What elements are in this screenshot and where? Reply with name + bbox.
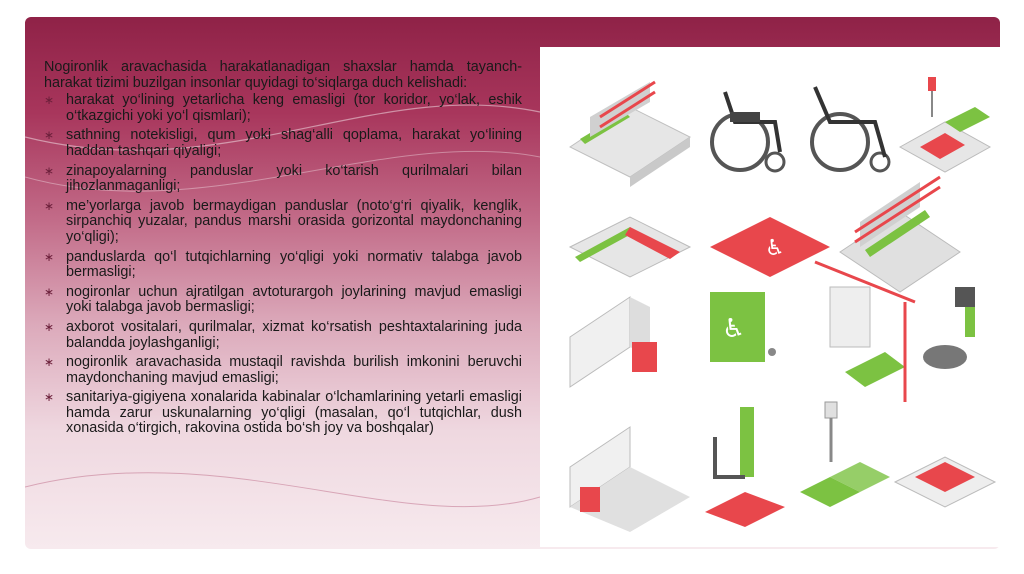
ramp-with-handrail-icon <box>570 82 690 187</box>
bullet-icon: ∗ <box>44 319 55 334</box>
list-item: ∗ panduslarda qo‘l tutqichlarning yo‘qligi yoki normativ talabga javob bermasligi; <box>44 248 522 281</box>
svg-text:♿: ♿ <box>722 314 746 344</box>
bullet-icon: ∗ <box>44 198 55 213</box>
list-item: ∗ sanitariya-gigiyena xonalarida kabinalar o‘lchamlarining yetarli emasligi hamda zarur uskunalarning yo‘qligi (masalan, qo‘l tutqichlar, dush xonasida o‘tirgich, rakovina ostida bo‘sh joy va boshqalar) <box>44 389 522 437</box>
accessible-parking-icon <box>710 217 830 277</box>
wheelchair-icon <box>712 92 784 171</box>
bullet-icon: ∗ <box>44 128 55 143</box>
bullet-icon: ∗ <box>44 93 55 108</box>
barrier-list <box>44 93 522 437</box>
svg-text:♿: ♿ <box>765 236 785 261</box>
list-item: ∗ nogironlar uchun ajratilgan avtoturargoh joylarining mavjud emasligi yoki talabga javob bermasligi; <box>44 283 522 316</box>
wheelchair-side-icon <box>812 87 889 171</box>
stair-lift-icon <box>570 297 657 387</box>
list-item: ∗ nogironlik aravachasida mustaqil ravishda burilish imkonini beruvchi maydonchaning mavjud emasligi; <box>44 354 522 386</box>
tactile-mat-icon <box>900 77 990 172</box>
list-item: ∗ me’yorlarga javob bermaydigan panduslar (noto‘g‘ri qiyalik, kenglik, sirpanchiq yuzalar, pandus marshi orasida gorizontal maydonchaning yo‘qligi); <box>44 197 522 245</box>
tactile-crossing-icon <box>800 402 890 507</box>
list-item: ∗ axborot vositalari, qurilmalar, xizmat ko‘rsatish peshtaxtalarining juda balandda joylashganligi; <box>44 318 522 351</box>
bullet-icon: ∗ <box>44 284 55 299</box>
content-text <box>44 60 522 441</box>
tactile-tiles-icon <box>895 457 995 507</box>
intro-paragraph: Nogironlik aravachasida harakatlanadigan shaxslar hamda tayanch-harakat tizimi buzilgan insonlar quyidagi to‘siqlarga duch kelishadi: <box>44 59 522 91</box>
list-item: ∗ sathning notekisligi, qum yoki shag‘alli qoplama, harakat yo‘lining haddan tashqari qiyaligi; <box>44 127 522 159</box>
stair-platform-lift-icon <box>570 427 690 532</box>
bullet-icon: ∗ <box>44 355 55 370</box>
bullet-icon: ∗ <box>44 390 55 405</box>
accessible-sign-board-icon <box>710 292 776 362</box>
bullet-icon: ∗ <box>44 249 55 264</box>
stair-ramp-icon <box>840 177 960 292</box>
bullet-icon: ∗ <box>44 163 55 178</box>
accessibility-illustration <box>540 47 1006 547</box>
grab-bars-icon <box>705 407 785 527</box>
list-item: ∗ zinapoyalarning panduslar yoki ko‘tarish qurilmalari bilan jihozlanmaganligi; <box>44 162 522 195</box>
tactile-path-icon <box>570 217 690 277</box>
accessible-toilet-icon <box>923 287 975 369</box>
list-item: ∗ harakat yo‘lining yetarlicha keng emasligi (tor koridor, yo‘lak, eshik o‘tkazgichi yoki yo‘l qismlari); <box>44 92 522 124</box>
